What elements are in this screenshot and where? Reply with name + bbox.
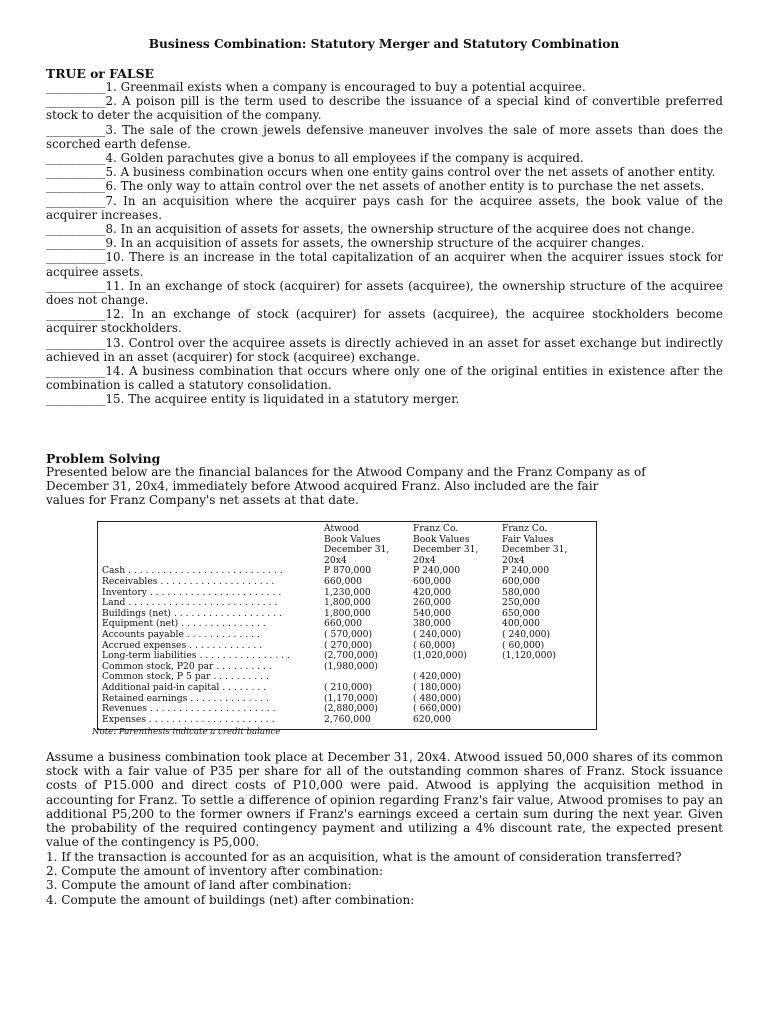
assumption-paragraph: Assume a business combination took place at December 31, 20x4. Atwood issued 50,000 shares of its common stock with a fair value of P35 per share for all of the outstanding common shares of Franz. Stock issuance costs of P15.000 and direct costs of P10,000 were paid. Atwood is applying the acquisition method in accounting for Franz. To settle a difference of opinion regarding Franz's fair value, Atwood promises to pay an additional P5,200 to the former owners if Franz's earnings exceed a certain sum during the next year. Given the probability of the required contingency payment and utilizing a 4% discount rate, the expected present value of the contingency is P5,000. [46, 750, 723, 850]
tf-item-4: __________4. Golden parachutes give a bonus to all employees if the company is acquired. [46, 151, 584, 166]
table-row [102, 683, 584, 694]
franz-fv-cell [502, 672, 584, 683]
header-text: 20x4 [413, 554, 436, 566]
header-text: Book Values [413, 533, 470, 545]
franz-bv-cell: ( 240,000) [413, 628, 462, 640]
tf-item-5: __________5. A business combination occurs when one entity gains control over the net assets of another entity. [46, 165, 716, 180]
row-label: Retained earnings . . . . . . . . . . . . . . [102, 692, 270, 704]
tf-item-7: __________7. In an acquisition where the acquirer pays cash for the acquiree assets, the book value of the acquirer increases. [46, 193, 723, 222]
true-false-heading: TRUE or FALSE [46, 66, 154, 81]
question-list [46, 850, 723, 907]
header-text: Franz Co. [502, 523, 548, 534]
table-row [102, 630, 584, 641]
franz-fv-cell: 250,000 [502, 597, 540, 609]
true-false-list [46, 80, 723, 407]
tf-item-12: __________12. In an exchange of stock (acquirer) for assets (acquiree), the acquiree stockholders become acquirer stockholders. [46, 307, 723, 336]
atwood-bv-cell: 1,800,000 [324, 597, 371, 609]
problem-intro [46, 465, 723, 508]
franz-bv-cell: ( 480,000) [413, 692, 462, 704]
franz-fv-cell: 580,000 [502, 586, 540, 598]
header-franz-fv [502, 524, 584, 566]
franz-fv-cell: 600,000 [502, 575, 540, 587]
atwood-bv-cell: P 870,000 [324, 565, 372, 577]
franz-fv-cell [502, 704, 584, 715]
question-3: 3. Compute the amount of land after combination: [46, 878, 352, 893]
document-title: Business Combination: Statutory Merger and Statutory Combination [148, 37, 620, 51]
tf-item-13: __________13. Control over the acquiree assets is directly achieved in an asset for asset exchange but indirectly achieved in an asset (acquirer) for stock (acquiree) exchange. [46, 335, 723, 364]
franz-fv-cell [502, 694, 584, 705]
franz-fv-cell [502, 683, 584, 694]
table-row [102, 715, 584, 726]
franz-fv-cell [502, 662, 584, 673]
intro-line-1: Presented below are the financial balances for the Atwood Company and the Franz Company as of [46, 465, 646, 479]
header-text: Franz Co. [413, 523, 459, 534]
row-label: Buildings (net) . . . . . . . . . . . . . . . . . . . [102, 607, 282, 619]
tf-item-1: __________1. Greenmail exists when a company is encouraged to buy a potential acquiree. [46, 80, 586, 94]
atwood-bv-cell: ( 210,000) [324, 681, 373, 693]
row-label: Revenues . . . . . . . . . . . . . . . . . . . . . . [102, 703, 276, 715]
question-2: 2. Compute the amount of inventory after combination: [46, 864, 384, 879]
header-text: 20x4 [502, 554, 525, 566]
header-label-cell [102, 524, 324, 566]
header-text: Book Values [324, 533, 381, 545]
tf-item-2: __________2. A poison pill is the term used to describe the issuance of a special kind of convertible preferred stock to deter the acquisition of the company. [46, 94, 723, 123]
atwood-bv-cell: (1,980,000) [324, 660, 378, 672]
franz-bv-cell: ( 180,000) [413, 681, 462, 693]
franz-bv-cell: 380,000 [413, 618, 451, 630]
atwood-bv-cell: (2,700,000) [324, 650, 378, 662]
atwood-bv-cell: (1,170,000) [324, 692, 378, 704]
row-label: Common stock, P20 par . . . . . . . . . . [102, 660, 272, 672]
atwood-bv-cell: 1,230,000 [324, 586, 371, 598]
question-1: 1. If the transaction is accounted for as an acquisition, what is the amount of consideration transferred? [46, 850, 682, 864]
franz-fv-cell: 400,000 [502, 618, 540, 630]
tf-item-3: __________3. The sale of the crown jewels defensive maneuver involves the sale of more assets than does the scorched earth defense. [46, 122, 723, 151]
row-label: Land . . . . . . . . . . . . . . . . . . . . . . . . . . [102, 597, 278, 609]
row-label: Equipment (net) . . . . . . . . . . . . . . . [102, 618, 266, 630]
tf-item-15: __________15. The acquiree entity is liquidated in a statutory merger. [46, 392, 460, 407]
franz-fv-cell [502, 715, 584, 726]
header-text: December 31, [413, 544, 479, 556]
intro-line-3: values for Franz Company's net assets at that date. [46, 493, 359, 508]
intro-line-2: December 31, 20x4, immediately before Atwood acquired Franz. Also included are the fair [46, 479, 599, 494]
franz-bv-cell: (1,020,000) [413, 650, 467, 662]
header-text: Atwood [324, 523, 359, 534]
franz-bv-cell: ( 420,000) [413, 671, 462, 683]
atwood-bv-cell: 660,000 [324, 575, 362, 587]
header-text: December 31, [502, 544, 568, 556]
table-header-row [102, 524, 584, 566]
row-label: Common stock, P 5 par . . . . . . . . . . [102, 671, 269, 683]
tf-item-9: __________9. In an acquisition of assets for assets, the ownership structure of the acquirer changes. [46, 236, 645, 251]
franz-bv-cell: P 240,000 [413, 565, 461, 577]
row-label: Accounts payable . . . . . . . . . . . . . [102, 628, 260, 640]
header-atwood-bv [324, 524, 413, 566]
row-label: Long-term liabilities . . . . . . . . . . . . . . . . [102, 650, 290, 662]
header-text: 20x4 [324, 554, 347, 566]
header-text: December 31, [324, 544, 390, 556]
financial-table [102, 524, 584, 725]
tf-item-14: __________14. A business combination that occurs where only one of the original entities in existence after the combination is called a statutory consolidation. [46, 364, 723, 393]
row-label: Expenses . . . . . . . . . . . . . . . . . . . . . . [102, 713, 275, 725]
atwood-bv-cell: ( 570,000) [324, 628, 373, 640]
question-4: 4. Compute the amount of buildings (net) after combination: [46, 892, 415, 907]
financial-table-box [97, 521, 597, 730]
franz-bv-cell: ( 660,000) [413, 703, 462, 715]
row-label: Cash . . . . . . . . . . . . . . . . . . . . . . . . . . . [102, 565, 283, 577]
table-row [102, 577, 584, 588]
franz-bv-cell: ( 60,000) [413, 639, 456, 651]
atwood-bv-cell: 2,760,000 [324, 713, 371, 725]
row-label: Receivables . . . . . . . . . . . . . . . . . . . . [102, 575, 275, 587]
tf-item-6: __________6. The only way to attain control over the net assets of another entity is to purchase the net assets. [46, 179, 705, 194]
franz-bv-cell: 420,000 [413, 586, 451, 598]
tf-item-10: __________10. There is an increase in the total capitalization of an acquirer when the acquirer issues stock for acquiree assets. [46, 250, 723, 279]
franz-bv-cell: 260,000 [413, 597, 451, 609]
tf-item-11: __________11. In an exchange of stock (acquirer) for assets (acquiree), the ownership structure of the acquiree does not change. [46, 278, 723, 308]
franz-fv-cell: ( 240,000) [502, 628, 551, 640]
franz-bv-cell: 620,000 [413, 713, 451, 725]
franz-fv-cell: 650,000 [502, 607, 540, 619]
row-label: Inventory . . . . . . . . . . . . . . . . . . . . . . . [102, 586, 282, 598]
atwood-bv-cell: 660,000 [324, 618, 362, 630]
atwood-bv-cell: 1,800,000 [324, 607, 371, 619]
franz-bv-cell: 540,000 [413, 607, 451, 619]
row-label: Accrued expenses . . . . . . . . . . . . . [102, 639, 263, 651]
franz-bv-cell: 600,000 [413, 575, 451, 587]
row-label: Additional paid-in capital . . . . . . . . [102, 681, 267, 693]
tf-item-8: __________8. In an acquisition of assets for assets, the ownership structure of the acquiree does not change. [46, 222, 695, 237]
franz-fv-cell: P 240,000 [502, 565, 550, 577]
header-franz-bv [413, 524, 502, 566]
atwood-bv-cell: (2,880,000) [324, 703, 378, 715]
problem-solving-heading: Problem Solving [46, 451, 161, 466]
header-text: Fair Values [502, 533, 554, 545]
table-note: Note: Parenthesis indicate a credit balance [92, 727, 281, 737]
franz-fv-cell: ( 60,000) [502, 639, 545, 651]
atwood-bv-cell: ( 270,000) [324, 639, 373, 651]
franz-fv-cell: (1,120,000) [502, 650, 556, 662]
